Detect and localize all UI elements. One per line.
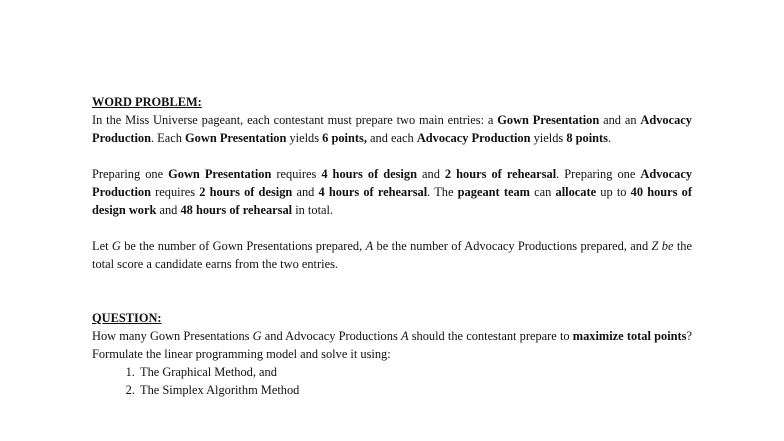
bold-text: 4 hours of design xyxy=(321,167,417,181)
bold-text: Gown Presentation xyxy=(168,167,272,181)
text: How many Gown Presentations xyxy=(92,329,253,343)
text: and Advocacy Productions xyxy=(261,329,401,343)
bold-text: 2 hours of rehearsal xyxy=(444,167,557,181)
text: . xyxy=(607,131,612,145)
italic-variable: A xyxy=(400,329,409,343)
text: yields xyxy=(530,131,567,145)
bold-text: maximize total points xyxy=(572,329,687,343)
italic-variable: G xyxy=(111,239,121,253)
text: . Each xyxy=(150,131,186,145)
spacer xyxy=(92,219,692,237)
spacer xyxy=(92,273,692,309)
text: Let xyxy=(92,239,112,253)
document-body xyxy=(92,93,692,399)
text: and an xyxy=(599,113,641,127)
text: ? Formulate the linear programming model and solve it using: xyxy=(92,329,692,361)
italic-variable: A xyxy=(365,239,374,253)
problem-paragraph-3 xyxy=(92,237,692,273)
italic-variable: G xyxy=(252,329,262,343)
text: in total. xyxy=(292,203,334,217)
question-paragraph xyxy=(92,327,692,363)
text: up to xyxy=(596,185,631,199)
text: the total score a candidate earns from the two entries. xyxy=(92,239,692,271)
bold-text: Advocacy Production xyxy=(416,131,531,145)
bold-text: Advocacy Production xyxy=(92,113,692,145)
text: . Preparing one xyxy=(556,167,641,181)
problem-paragraph-1 xyxy=(92,111,692,147)
problem-paragraph-2 xyxy=(92,165,692,219)
text: requires xyxy=(271,167,322,181)
bold-text: 6 points, xyxy=(322,131,367,145)
word-problem-heading: WORD PROBLEM: xyxy=(92,95,202,109)
bold-text: 2 hours of design xyxy=(199,185,293,199)
bold-text: 4 hours of rehearsal xyxy=(318,185,428,199)
spacer xyxy=(92,147,692,165)
text: should the contestant prepare to xyxy=(408,329,573,343)
text: be the number of Gown Presentations prepared, xyxy=(120,239,366,253)
text: Preparing one xyxy=(92,167,169,181)
question-heading: QUESTION: xyxy=(92,311,162,325)
text: and xyxy=(416,167,445,181)
bold-text: 40 hours of design work xyxy=(92,185,692,217)
bold-text: pageant team xyxy=(457,185,530,199)
bold-text: Gown Presentation xyxy=(185,131,287,145)
text: and each xyxy=(366,131,417,145)
text: . The xyxy=(427,185,458,199)
text: and xyxy=(292,185,319,199)
text: requires xyxy=(150,185,200,199)
method-list xyxy=(92,363,692,399)
text: be the number of Advocacy Productions prepared, and xyxy=(373,239,652,253)
bold-text: 8 points xyxy=(566,131,608,145)
text: and xyxy=(156,203,181,217)
bold-text: allocate xyxy=(555,185,597,199)
text: yields xyxy=(286,131,323,145)
text: can xyxy=(529,185,556,199)
bold-text: Gown Presentation xyxy=(497,113,600,127)
method-item: 1. The Graphical Method, and xyxy=(138,363,692,381)
text: In the Miss Universe pageant, each contestant must prepare two main entries: a xyxy=(92,113,498,127)
bold-text: 48 hours of rehearsal xyxy=(180,203,293,217)
method-item: 2. The Simplex Algorithm Method xyxy=(138,381,692,399)
italic-variable: Z be xyxy=(651,239,674,253)
bold-text: Advocacy Production xyxy=(92,167,693,199)
